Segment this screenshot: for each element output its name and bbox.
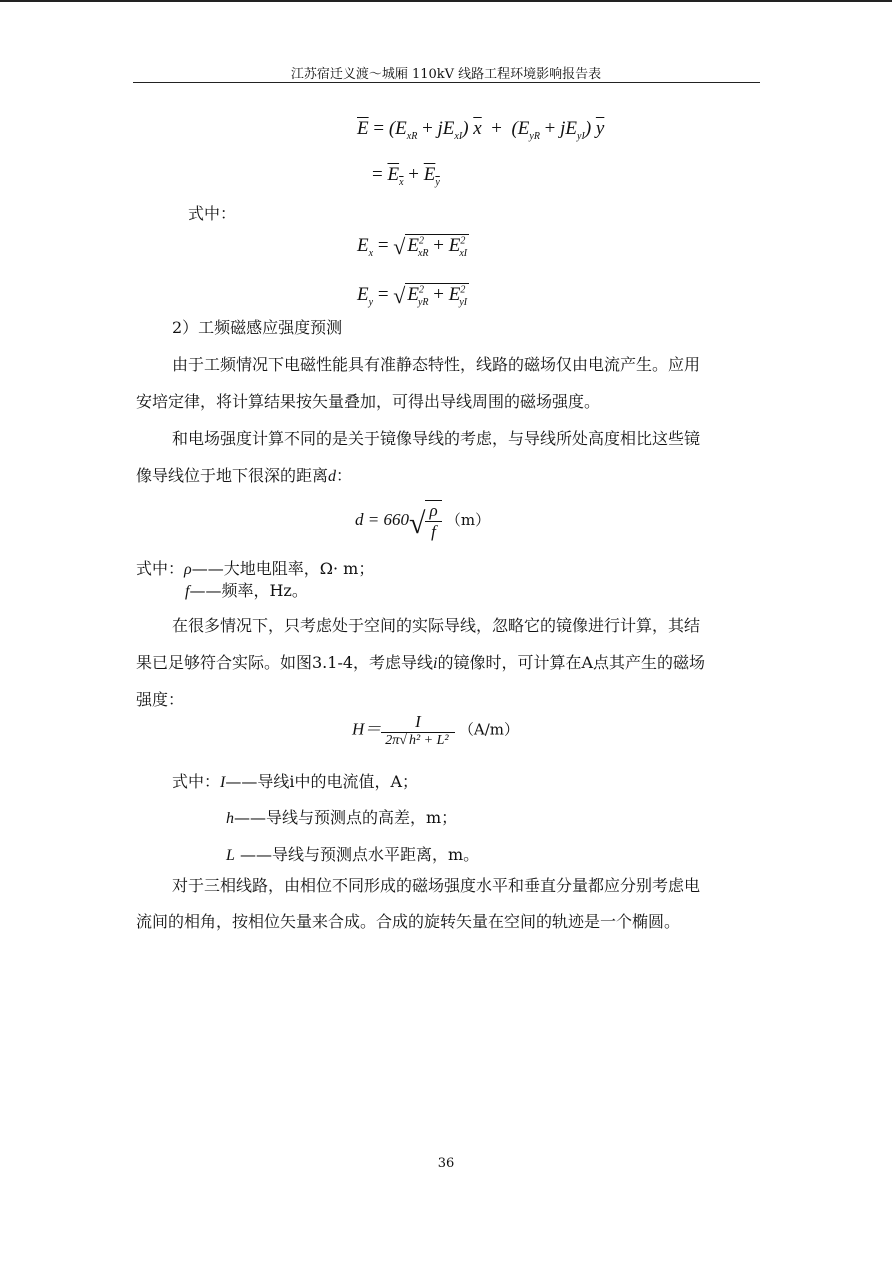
paragraph-4-line-2: 流间的相角，按相位矢量来合成。合成的旋转矢量在空间的轨迹是一个椭圆。	[136, 912, 681, 931]
rho-unit: Ω· m；	[319, 559, 375, 578]
variable-i: i	[433, 655, 438, 672]
paragraph-2-line-2	[136, 464, 352, 489]
paragraph-3-line-2	[136, 651, 705, 676]
where-l-line: L ——导线与预测点水平距离，m。	[226, 845, 480, 864]
equation-e-sum: = $E_x + E_y$	[372, 164, 440, 188]
equation-e-vector: $\overline{E} = (E_{xR} + jE_{xI}) \overline{x} + (E_{yR} + jE_{yI})$ $\overline{y}$	[357, 118, 605, 142]
equation-d-numerator: ρ	[425, 501, 441, 522]
header-rule	[133, 82, 760, 83]
where-label-1: 式中：	[188, 204, 237, 223]
equation-h-unit: （A/m）	[458, 720, 519, 739]
paragraph-1-line-1: 由于工频情况下电磁性能具有准静态特性，线路的磁场仅由电流产生。应用	[172, 355, 701, 374]
page-number: 36	[437, 1156, 455, 1171]
equation-d: d = 660√ $\frac{\rho}{f}$ （m）	[355, 501, 491, 541]
paragraph-4-line-1: 对于三相线路，由相位不同形成的磁场强度水平和垂直分量都应分别考虑电	[172, 876, 701, 895]
equation-h-den-prefix: 2π	[385, 733, 400, 748]
paragraph-3-line-1: 在很多情况下，只考虑处于空间的实际导线，忽略它的镜像进行计算，其结	[172, 616, 701, 635]
running-header: 江苏宿迁义渡～城厢 110kV 线路工程环境影响报告表	[290, 67, 602, 82]
paragraph-3-line-3: 强度：	[136, 690, 185, 709]
h-definition: ——导线与预测点的高差，m；	[234, 808, 458, 827]
l-definition: ——导线与预测点水平距离，m。	[234, 845, 480, 864]
paragraph-2-line-1: 和电场强度计算不同的是关于镜像导线的考虑，与导线所处高度相比这些镜	[172, 429, 701, 448]
variable-d: d	[328, 468, 337, 485]
where-f-line: f——频率，Hz。	[185, 581, 308, 600]
where-i-line: 式中：I——导线i中的电流值，A；	[172, 772, 419, 791]
where-label-3: 式中：	[172, 772, 221, 791]
equation-h-den-root: h² + L²	[408, 733, 449, 748]
equation-d-unit: （m）	[445, 510, 491, 529]
equation-h: H＝ $\frac{I}{\text{2π√ h² + L²}}$ （A/m）	[352, 712, 519, 748]
equation-ey: $E_y$ = √ $E^2_{yR} + E^2_{yI}$	[357, 283, 468, 308]
equation-ex: $E_x$ = √ $E^2_{xR} + E^2_{xI}$	[357, 234, 468, 259]
where-h-line: h——导线与预测点的高差，m；	[226, 808, 458, 827]
paragraph-2-colon: ：	[336, 466, 353, 485]
paragraph-2-text: 像导线位于地下很深的距离	[136, 466, 329, 485]
equation-h-numerator: I	[381, 712, 454, 733]
paragraph-3-text-end: 的镜像时，可计算在A点其产生的磁场	[437, 653, 706, 672]
paragraph-1-line-2: 安培定律，将计算结果按矢量叠加，可得出导线周围的磁场强度。	[136, 392, 601, 411]
equation-d-lhs: d = 660	[355, 509, 409, 529]
i-definition: ——导线i中的电流值，A；	[225, 772, 419, 791]
equation-h-lhs: H＝	[352, 719, 382, 739]
section-heading-2: 2）工频磁感应强度预测	[172, 318, 343, 337]
where-rho-line: 式中：ρ——大地电阻率，Ω· m；	[136, 559, 375, 578]
where-label-2: 式中：	[136, 559, 185, 578]
paragraph-3-text: 果已足够符合实际。如图3.1-4，考虑导线	[136, 653, 434, 672]
f-definition: ——频率，Hz。	[189, 581, 308, 600]
top-border	[0, 0, 892, 2]
rho-definition: ——大地电阻率，	[191, 559, 320, 578]
equation-d-denominator: f	[431, 522, 436, 541]
